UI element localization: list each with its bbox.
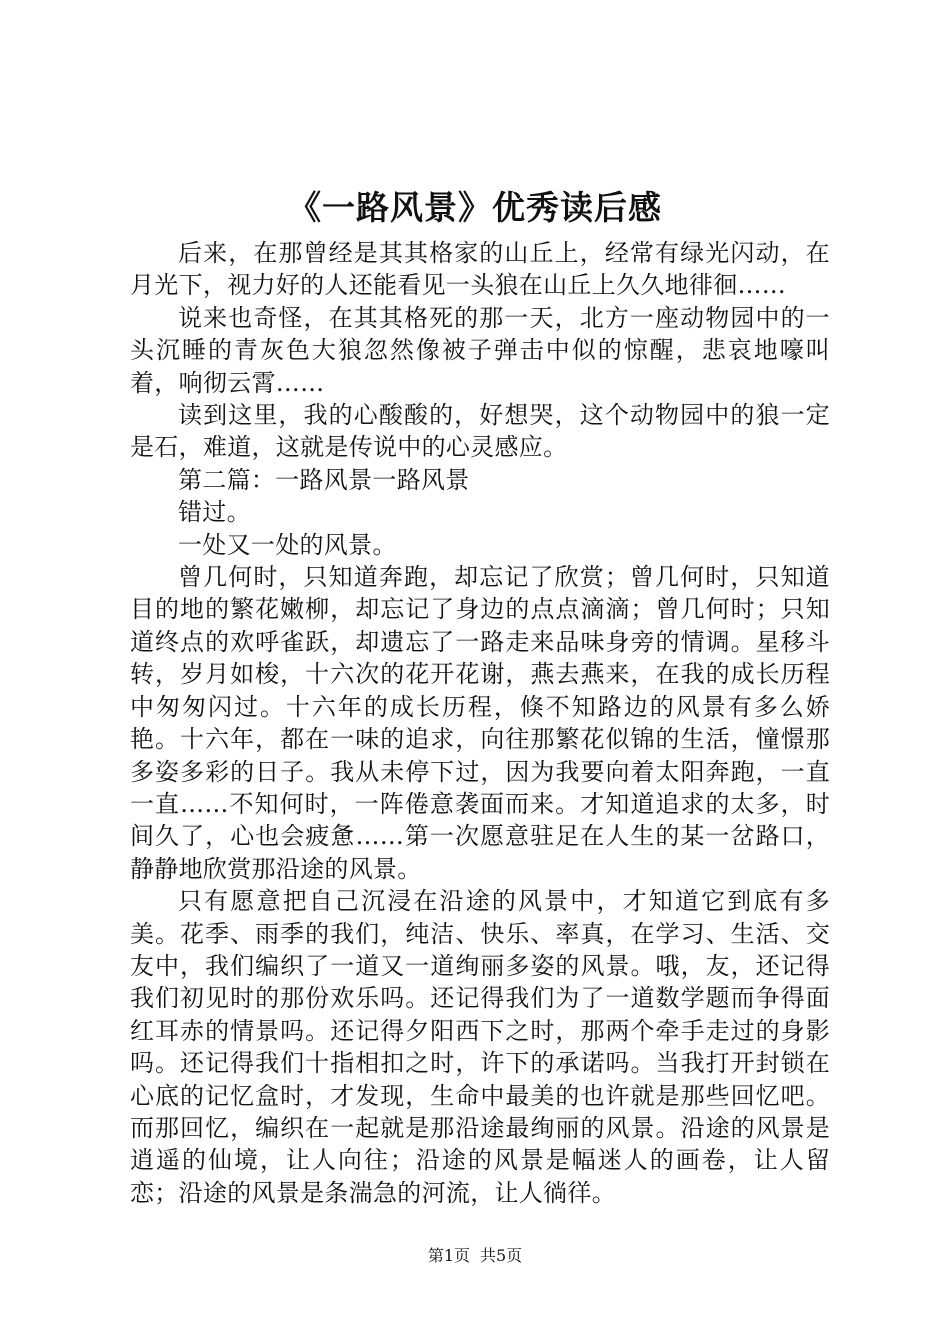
paragraph: 曾几何时，只知道奔跑，却忘记了欣赏；曾几何时，只知道目的地的繁花嫩柳，却忘记了身边的点点滴滴；曾几何时；只知道终点的欢呼雀跃，却遗忘了一路走来品味身旁的情调。星移斗转，岁月如梭，十六次的花开花谢，燕去燕来，在我的成长历程中匆匆闪过。十六年的成长历程，倏不知路边的风景有多么娇艳。十六年，都在一味的追求，向往那繁花似锦的生活，憧憬那多姿多彩的日子。我从未停下过，因为我要向着太阳奔跑，一直一直……不知何时，一阵倦意袭面而来。才知道追求的太多，时间久了，心也会疲惫……第一次愿意驻足在人生的某一岔路口，静静地欣赏那沿途的风景。 (130, 563, 830, 883)
page-number: 第1页 (427, 1246, 470, 1265)
page-footer (0, 1245, 950, 1267)
paragraph: 错过。 (178, 498, 251, 527)
section-heading: 第二篇：一路风景一路风景 (178, 465, 470, 494)
paragraph: 说来也奇怪，在其其格死的那一天，北方一座动物园中的一头沉睡的青灰色大狼忽然像被子弹击中似的惊醒，悲哀地嚎叫着，响彻云霄…… (130, 303, 830, 397)
paragraph: 后来，在那曾经是其其格家的山丘上，经常有绿光闪动，在月光下，视力好的人还能看见一头狼在山丘上久久地徘徊…… (130, 239, 830, 300)
page-total: 共5页 (480, 1246, 523, 1265)
paragraph: 只有愿意把自己沉浸在沿途的风景中，才知道它到底有多美。花季、雨季的我们，纯洁、快乐、率真，在学习、生活、交友中，我们编织了一道又一道绚丽多姿的风景。哦，友，还记得我们初见时的那份欢乐吗。还记得我们为了一道数学题而争得面红耳赤的情景吗。还记得夕阳西下之时，那两个牵手走过的身影吗。还记得我们十指相扣之时，许下的承诺吗。当我打开封锁在心底的记忆盒时，才发现，生命中最美的也许就是那些回忆吧。而那回忆，编织在一起就是那沿途最绚丽的风景。沿途的风景是逍遥的仙境，让人向往；沿途的风景是幅迷人的画卷，让人留恋；沿途的风景是条湍急的河流，让人徜徉。 (130, 887, 830, 1207)
paragraph: 读到这里，我的心酸酸的，好想哭，这个动物园中的狼一定是石，难道，这就是传说中的心灵感应。 (130, 401, 830, 462)
document-title: 《一路风景》优秀读后感 (288, 188, 662, 227)
paragraph: 一处又一处的风景。 (178, 530, 397, 559)
document-body (130, 237, 830, 1209)
